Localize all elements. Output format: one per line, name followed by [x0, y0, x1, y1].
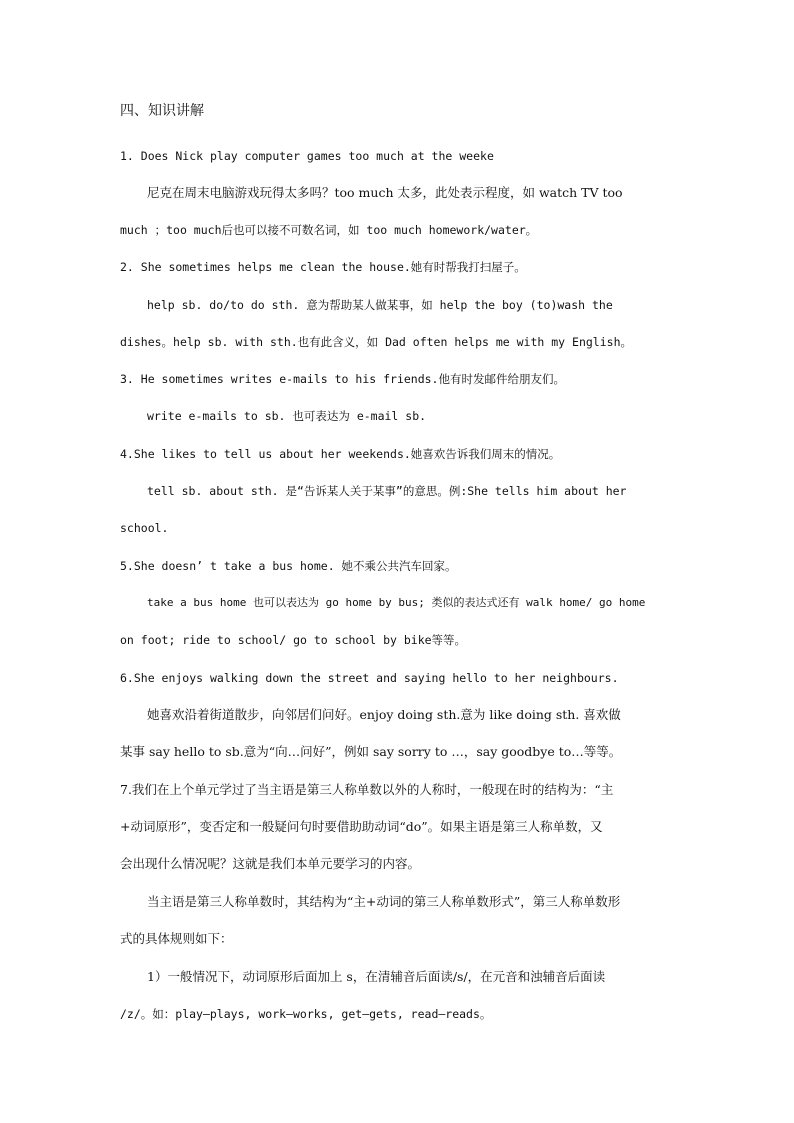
point-2-explanation-cont: dishes。help sb. with sth.也有此含义，如 Dad often helps me with my English。 [120, 335, 632, 349]
point-7-paragraph-line-3: 会出现什么情况呢？这就是我们本单元要学习的内容。 [120, 856, 421, 871]
rule-1-line-2: /z/。如：play—plays, work—works, get—gets, read—reads。 [120, 1007, 492, 1021]
point-3-sentence: 3. He sometimes writes e-mails to his friends.他有时发邮件给朋友们。 [120, 372, 565, 386]
point-6-sentence: 6.She enjoys walking down the street and saying hello to her neighbours. [120, 671, 619, 685]
rule-1-line-1: 1）一般情况下，动词原形后面加上 s，在清辅音后面读/s/，在元音和浊辅音后面读 [147, 969, 606, 984]
point-3-explanation: write e-mails to sb. 也可表达为 e-mail sb. [147, 409, 427, 423]
rule-intro-line-2: 式的具体规则如下： [120, 931, 233, 946]
point-7-paragraph-line-2: +动词原形”，变否定和一般疑问句时要借助助动词“do”。如果主语是第三人称单数，又 [120, 819, 603, 834]
point-5-explanation: take a bus home 也可以表达为 go home by bus; 类似的表达式还有 walk home/ go home [147, 596, 646, 609]
point-7-paragraph-line-1: 7.我们在上个单元学过了当主语是第三人称单数以外的人称时，一般现在时的结构为：“主 [120, 782, 614, 797]
point-2-sentence: 2. She sometimes helps me clean the house.她有时帮我打扫屋子。 [120, 260, 526, 274]
point-1-explanation-cont: much ；too much后也可以接不可数名词，如 too much homework/water。 [120, 223, 538, 237]
point-4-sentence: 4.She likes to tell us about her weekends.她喜欢告诉我们周末的情况。 [120, 447, 561, 461]
point-1-sentence: 1. Does Nick play computer games too much at the weeke [120, 149, 494, 163]
point-2-explanation: help sb. do/to do sth. 意为帮助某人做某事，如 help the boy (to)wash the [147, 298, 613, 312]
section-title: 四、知识讲解 [120, 103, 204, 119]
point-6-explanation: 她喜欢沿着街道散步，向邻居们问好。enjoy doing sth.意为 like doing sth. 喜欢做 [147, 707, 621, 722]
point-5-sentence: 5.She doesn’ t take a bus home. 她不乘公共汽车回家。 [120, 559, 457, 573]
point-5-explanation-cont: on foot; ride to school/ go to school by bike等等。 [120, 633, 467, 647]
rule-intro-line-1: 当主语是第三人称单数时，其结构为“主+动词的第三人称单数形式”，第三人称单数形 [147, 894, 621, 909]
point-6-explanation-cont: 某事 say hello to sb.意为“向…问好”，例如 say sorry to …，say goodbye to…等等。 [120, 744, 622, 759]
point-4-explanation: tell sb. about sth. 是“告诉某人关于某事”的意思。例:She tells him about her [147, 484, 627, 498]
point-4-explanation-cont: school. [120, 521, 169, 535]
point-1-explanation: 尼克在周末电脑游戏玩得太多吗？too much 太多，此处表示程度，如 watch TV too [147, 185, 623, 200]
